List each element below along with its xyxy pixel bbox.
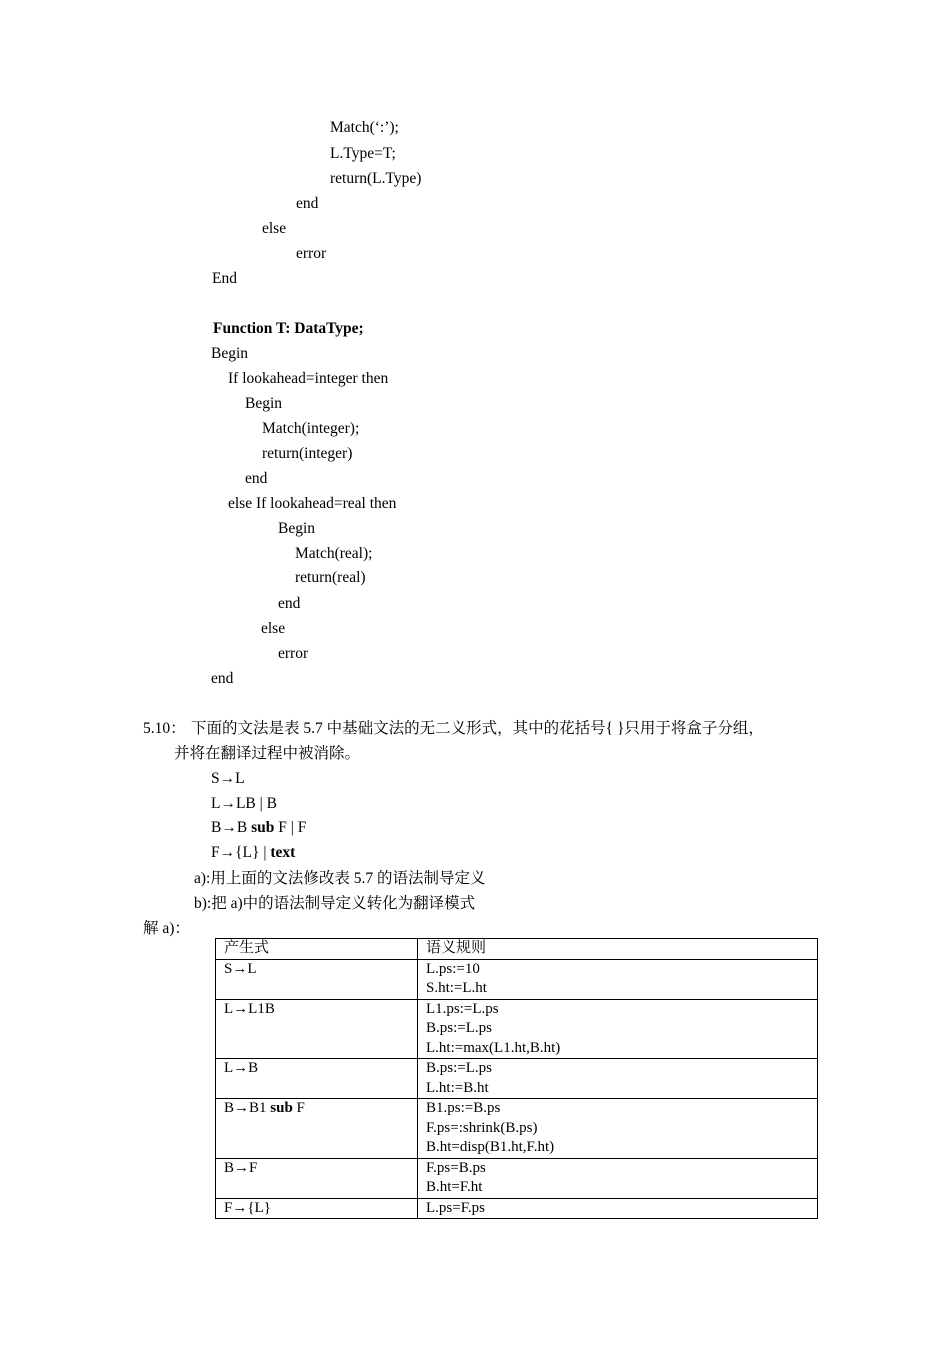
code-line: Begin	[278, 520, 316, 537]
table-row	[216, 999, 818, 1059]
rule-line: L.ht:=B.ht	[426, 1079, 489, 1096]
rule-line: L1.ps:=L.ps	[426, 1000, 499, 1017]
code-line: Match(integer);	[262, 420, 360, 437]
rules-cell	[418, 959, 818, 999]
table-row	[216, 1099, 818, 1159]
semantic-rules-table	[215, 938, 818, 1219]
rule-line: B.ht=F.ht	[426, 1179, 483, 1195]
problem-text: 下面的文法是表 5.7 中基础文法的无二义形式，其中的花括号{ }只用于将盒子分组，	[191, 720, 764, 737]
rules-cell	[418, 1099, 818, 1159]
code-line: Match(‘:’);	[330, 119, 399, 136]
production-cell: F→{L}	[216, 1198, 418, 1219]
code-line: else	[261, 620, 286, 637]
function-heading: Function T: DataType;	[213, 320, 364, 337]
code-line: End	[212, 270, 237, 287]
rules-cell	[418, 1059, 818, 1099]
code-line: end	[278, 595, 301, 612]
code-line: return(L.Type)	[330, 170, 422, 187]
table-row	[216, 1059, 818, 1099]
table-header-row	[216, 939, 818, 960]
code-line: end	[245, 470, 268, 487]
rule-line: B.ps:=L.ps	[426, 1060, 492, 1076]
rule-line: L.ht:=max(L1.ht,B.ht)	[426, 1039, 561, 1056]
table-row	[216, 1198, 818, 1219]
code-line: return(real)	[295, 569, 366, 586]
code-line: L.Type=T;	[330, 145, 396, 162]
rules-cell	[418, 999, 818, 1059]
rule-line: F.ps=:shrink(B.ps)	[426, 1119, 538, 1136]
code-line: else If lookahead=real then	[228, 495, 397, 512]
rule-line: B1.ps:=B.ps	[426, 1100, 501, 1116]
code-line: else	[262, 220, 287, 237]
code-line: Begin	[245, 395, 283, 412]
production-cell: L→B	[216, 1059, 418, 1099]
code-line: Match(real);	[295, 545, 373, 562]
grammar-rule: S→L	[211, 770, 245, 787]
rule-line: B.ps:=L.ps	[426, 1020, 492, 1036]
rule-line: B.ht=disp(B1.ht,F.ht)	[426, 1139, 555, 1155]
grammar-rule: L→LB | B	[211, 795, 277, 812]
code-line: end	[296, 195, 319, 212]
problem-text: 并将在翻译过程中被消除。	[174, 745, 361, 762]
problem-number: 5.10：	[143, 720, 186, 737]
rule-line: F.ps=B.ps	[426, 1159, 486, 1176]
code-line: Begin	[211, 345, 249, 362]
grammar-rule: B→B sub F | F	[211, 819, 307, 836]
table-row	[216, 959, 818, 999]
header-production: 产生式	[216, 939, 418, 960]
production-cell: S→L	[216, 959, 418, 999]
header-rules: 语义规则	[418, 939, 818, 960]
grammar-rule: F→{L} | text	[211, 844, 296, 861]
solution-label: 解 a)：	[143, 920, 190, 937]
rules-cell	[418, 1198, 818, 1219]
code-line: return(integer)	[262, 445, 353, 462]
code-line: error	[296, 245, 327, 262]
production-cell: B→F	[216, 1158, 418, 1198]
rules-cell	[418, 1158, 818, 1198]
rule-line: S.ht:=L.ht	[426, 980, 487, 996]
rule-line: L.ps:=10	[426, 960, 480, 977]
code-line: end	[211, 670, 234, 687]
table-row	[216, 1158, 818, 1198]
production-cell: L→L1B	[216, 999, 418, 1059]
question-part-b: b):把 a)中的语法制导定义转化为翻译模式	[194, 895, 476, 912]
question-part-a: a):用上面的文法修改表 5.7 的语法制导定义	[194, 870, 486, 887]
code-line: error	[278, 645, 309, 662]
code-line: If lookahead=integer then	[228, 370, 389, 387]
production-cell: B→B1 sub F	[216, 1099, 418, 1159]
rule-line: L.ps=F.ps	[426, 1199, 485, 1216]
